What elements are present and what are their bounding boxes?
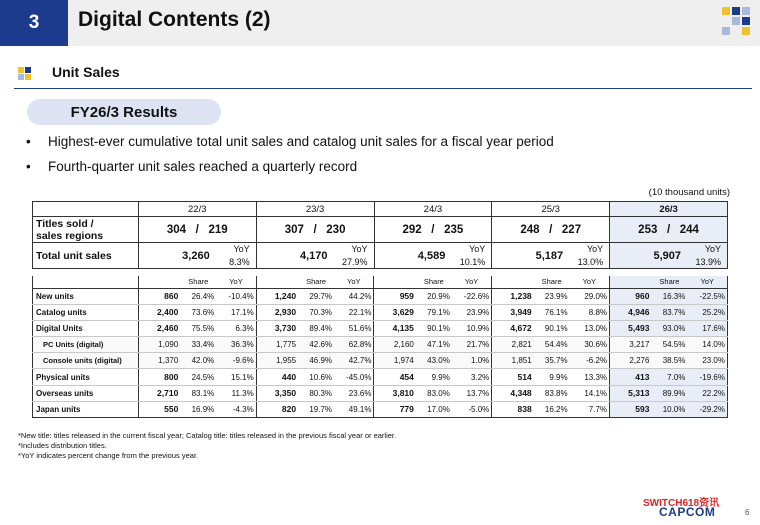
yoy-value: -29.2% [687,401,727,417]
titles-cell [256,217,374,243]
yoy-header: YoY [216,276,256,288]
sales-regions-value: 219 [208,223,228,236]
titles-cell [374,217,492,243]
period-header: 25/3 [492,202,610,217]
row-label: Catalog units [33,304,139,320]
share-value: 16.3% [651,288,687,304]
share-header: Share [298,276,334,288]
section-number: 3 [0,0,68,46]
share-value: 10.6% [298,369,334,385]
units-value: 2,821 [492,337,534,353]
share-value: 89.9% [651,385,687,401]
yoy-value: 42.7% [334,353,374,369]
total-yoy: 8.3% [229,257,250,267]
units-value: 1,851 [492,353,534,369]
total-yoy: 13.9% [695,257,721,267]
yoy-label: YoY [469,244,486,254]
yoy-value: 13.0% [570,320,610,336]
titles-sold-value: 307 [284,223,304,236]
detail-row [33,385,728,401]
yoy-value: 1.0% [452,353,492,369]
share-header: Share [180,276,216,288]
detail-row [33,304,728,320]
yoy-value: 15.1% [216,369,256,385]
share-header: Share [534,276,570,288]
units-value: 2,276 [610,353,652,369]
share-value: 83.8% [534,385,570,401]
units-value: 440 [256,369,298,385]
share-value: 23.9% [534,288,570,304]
yoy-value: 6.3% [216,320,256,336]
share-value: 35.7% [534,353,570,369]
total-yoy: 13.0% [577,257,604,267]
units-value: 779 [374,401,416,417]
share-value: 83.0% [416,385,452,401]
bullet-marker: • [26,134,31,149]
page-number: 6 [745,508,750,517]
yoy-value: -10.4% [216,288,256,304]
units-value: 3,949 [492,304,534,320]
yoy-value: 17.1% [216,304,256,320]
yoy-value: 17.6% [687,320,727,336]
share-value: 76.1% [534,304,570,320]
units-header [256,276,298,288]
total-yoy: 10.1% [459,257,486,267]
share-value: 9.9% [534,369,570,385]
share-value: 9.9% [416,369,452,385]
detail-table [32,276,728,418]
slash: / [549,223,553,236]
units-value: 1,775 [256,337,298,353]
units-value: 838 [492,401,534,417]
row-label: Physical units [33,369,139,385]
units-value: 860 [138,288,180,304]
units-value: 2,460 [138,320,180,336]
sales-regions-value: 227 [561,223,582,236]
units-value: 960 [610,288,652,304]
sales-regions-value: 235 [444,223,464,236]
yoy-header: YoY [687,276,727,288]
row-label: New units [33,288,139,304]
units-value: 1,370 [138,353,180,369]
share-value: 79.1% [416,304,452,320]
period-header: 24/3 [374,202,492,217]
share-value: 90.1% [416,320,452,336]
yoy-value: 13.3% [570,369,610,385]
yoy-value: 11.3% [216,385,256,401]
share-value: 17.0% [416,401,452,417]
yoy-value: 29.0% [570,288,610,304]
share-value: 93.0% [651,320,687,336]
total-label: Total unit sales [33,243,139,269]
share-value: 33.4% [180,337,216,353]
titles-cell [138,217,256,243]
titles-sold-value: 253 [638,223,658,236]
yoy-value: 14.0% [687,337,727,353]
units-value: 4,135 [374,320,416,336]
share-value: 73.6% [180,304,216,320]
titles-cell [492,217,610,243]
yoy-value: 13.7% [452,385,492,401]
share-value: 10.0% [651,401,687,417]
yoy-value: 51.6% [334,320,374,336]
row-label: Overseas units [33,385,139,401]
yoy-value: 23.0% [687,353,727,369]
yoy-value: 10.9% [452,320,492,336]
slash: / [195,223,199,236]
units-value: 3,730 [256,320,298,336]
row-label: PC Units (digital) [33,337,139,353]
titles-label: Titles sold / sales regions [33,217,139,243]
units-value: 2,160 [374,337,416,353]
units-value: 3,810 [374,385,416,401]
bullet-item [26,134,554,149]
units-header [374,276,416,288]
titles-cell-current [610,217,728,243]
units-value: 3,217 [610,337,652,353]
detail-header-row [33,276,728,288]
yoy-value: -45.0% [334,369,374,385]
yoy-value: 49.1% [334,401,374,417]
yoy-value: 36.3% [216,337,256,353]
yoy-value: 23.9% [452,304,492,320]
share-value: 7.0% [651,369,687,385]
share-value: 42.6% [298,337,334,353]
yoy-value: 21.7% [452,337,492,353]
yoy-value: -4.3% [216,401,256,417]
detail-row [33,353,728,369]
total-value: 4,170 [299,250,328,262]
yoy-header: YoY [452,276,492,288]
slash: / [313,223,317,236]
units-value: 2,930 [256,304,298,320]
yoy-value: 7.7% [570,401,610,417]
yoy-value: 62.8% [334,337,374,353]
sales-regions-value: 244 [679,223,699,236]
row-label: Digital Units [33,320,139,336]
total-cell [374,243,492,269]
slash: / [666,223,671,236]
yoy-label: YoY [351,244,368,254]
share-value: 75.5% [180,320,216,336]
unit-note: (10 thousand units) [648,187,730,198]
share-value: 70.3% [298,304,334,320]
share-value: 26.4% [180,288,216,304]
units-value: 4,672 [492,320,534,336]
titles-sold-value: 292 [402,223,422,236]
titles-sold-value: 248 [520,223,540,236]
slash: / [431,223,435,236]
bullet-text: Fourth-quarter unit sales reached a quarterly record [48,159,358,174]
bullet-item [26,159,357,174]
page-title: Digital Contents (2) [78,8,271,31]
units-value: 1,240 [256,288,298,304]
footnote: *Includes distribution titles. [18,441,107,450]
share-value: 83.7% [651,304,687,320]
titles-sold-value: 304 [166,223,187,236]
yoy-value: 30.6% [570,337,610,353]
share-value: 89.4% [298,320,334,336]
yoy-value: -19.6% [687,369,727,385]
footnote: *New title: titles released in the current fiscal year; Catalog title: titles released in the previous fiscal year or earlier. [18,431,397,440]
units-value: 514 [492,369,534,385]
yoy-value: 3.2% [452,369,492,385]
units-value: 5,313 [610,385,652,401]
units-header [138,276,180,288]
yoy-header: YoY [334,276,374,288]
period-header: 22/3 [138,202,256,217]
yoy-value: 25.2% [687,304,727,320]
share-value: 24.5% [180,369,216,385]
units-value: 550 [138,401,180,417]
share-value: 90.1% [534,320,570,336]
section-subtitle: Unit Sales [52,64,120,80]
units-value: 1,090 [138,337,180,353]
total-value: 5,187 [535,250,564,262]
total-value: 4,589 [417,250,446,262]
detail-row [33,288,728,304]
summary-table [32,201,728,269]
share-value: 80.3% [298,385,334,401]
total-row [33,243,728,269]
detail-row [33,401,728,417]
results-pill: FY26/3 Results [27,99,221,125]
yoy-value: -6.2% [570,353,610,369]
detail-row [33,369,728,385]
yoy-value: -22.5% [687,288,727,304]
yoy-label: YoY [233,244,250,254]
units-value: 959 [374,288,416,304]
yoy-value: 23.6% [334,385,374,401]
bullet-marker: • [26,159,31,174]
total-cell [492,243,610,269]
period-header-row [33,202,728,217]
units-value: 4,946 [610,304,652,320]
units-value: 2,400 [138,304,180,320]
total-value: 3,260 [182,250,210,262]
units-value: 4,348 [492,385,534,401]
units-value: 800 [138,369,180,385]
units-value: 2,710 [138,385,180,401]
period-header-current: 26/3 [610,202,728,217]
share-value: 16.2% [534,401,570,417]
yoy-value: 22.1% [334,304,374,320]
detail-row [33,320,728,336]
subtitle-divider [14,88,752,89]
share-value: 43.0% [416,353,452,369]
yoy-value: -9.6% [216,353,256,369]
header-bar [0,0,760,46]
yoy-value: 22.2% [687,385,727,401]
total-cell [138,243,256,269]
units-value: 1,974 [374,353,416,369]
share-value: 16.9% [180,401,216,417]
units-value: 1,238 [492,288,534,304]
units-value: 3,629 [374,304,416,320]
row-label: Console units (digital) [33,353,139,369]
units-value: 593 [610,401,652,417]
share-value: 20.9% [416,288,452,304]
capcom-logo: CAPCOM [659,505,716,519]
units-value: 3,350 [256,385,298,401]
yoy-value: 14.1% [570,385,610,401]
yoy-label: YoY [586,244,604,254]
share-value: 46.9% [298,353,334,369]
units-value: 454 [374,369,416,385]
yoy-label: YoY [704,244,721,254]
units-header [610,276,652,288]
units-value: 413 [610,369,652,385]
share-value: 54.5% [651,337,687,353]
share-value: 42.0% [180,353,216,369]
sales-regions-value: 230 [326,223,346,236]
share-header: Share [416,276,452,288]
row-label: Japan units [33,401,139,417]
share-header: Share [651,276,687,288]
titles-row [33,217,728,243]
units-header [492,276,534,288]
period-header: 23/3 [256,202,374,217]
yoy-value: -22.6% [452,288,492,304]
corner-cell [33,202,139,217]
units-value: 820 [256,401,298,417]
share-value: 19.7% [298,401,334,417]
share-value: 54.4% [534,337,570,353]
detail-corner [33,276,139,288]
share-value: 83.1% [180,385,216,401]
share-value: 29.7% [298,288,334,304]
detail-row [33,337,728,353]
watermark: SWITCH618资讯 [643,498,720,509]
total-value: 5,907 [653,250,681,262]
units-value: 1,955 [256,353,298,369]
units-value: 5,493 [610,320,652,336]
bullet-text: Highest-ever cumulative total unit sales and catalog unit sales for a fiscal year period [48,134,554,149]
total-cell-current [610,243,728,269]
yoy-value: 8.8% [570,304,610,320]
share-value: 38.5% [651,353,687,369]
yoy-value: 44.2% [334,288,374,304]
yoy-value: -5.0% [452,401,492,417]
total-yoy: 27.9% [341,257,368,267]
yoy-header: YoY [570,276,610,288]
footnote: *YoY indicates percent change from the previous year. [18,451,199,460]
total-cell [256,243,374,269]
share-value: 47.1% [416,337,452,353]
